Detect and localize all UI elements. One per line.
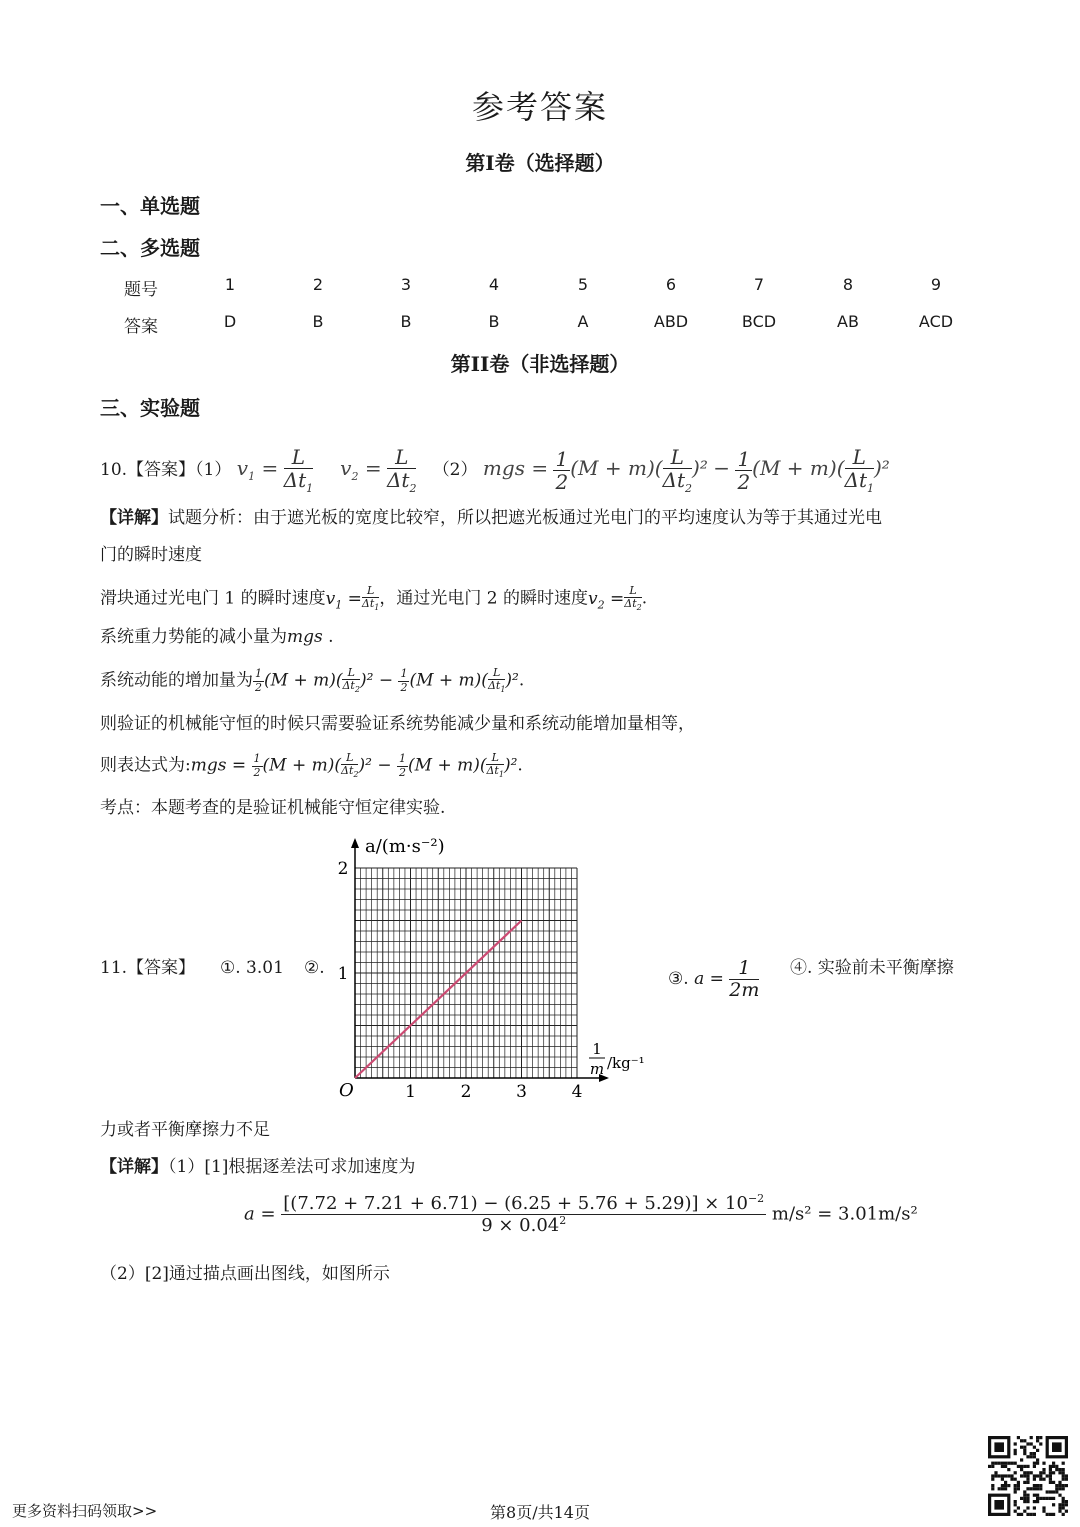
- volume-2-heading: 第II卷（非选择题）: [450, 352, 630, 376]
- answer-number-row: 题号 1 2 3 4 5 6 7 8 9: [124, 275, 942, 300]
- y-tick-label-2: 2: [337, 859, 349, 879]
- x-tick-label-4: 4: [571, 1082, 583, 1102]
- q11-detail-line1: 【详解】（1）[1]根据逐差法可求加速度为: [100, 1157, 416, 1177]
- q11-answer-4: ④. 实验前未平衡摩擦: [790, 958, 954, 978]
- x-tick-label-2: 2: [460, 1082, 472, 1102]
- page-number: 第8页/共14页: [490, 1503, 590, 1522]
- q11-answer-3: ③. a = $\frac{1}{2m}$: [668, 957, 760, 1001]
- acceleration-vs-inverse-mass-chart: [325, 832, 665, 1112]
- x-axis-label-unit: /kg⁻¹: [607, 1054, 645, 1072]
- x-axis-label-numerator: 1: [592, 1040, 602, 1058]
- row-label-number: 题号: [124, 280, 158, 300]
- q11-answer-continuation: 力或者平衡摩擦力不足: [100, 1120, 270, 1140]
- q10-detail-line2: 门的瞬时速度: [100, 545, 202, 565]
- q10-detail-line4: 系统重力势能的减小量为mgs .: [100, 627, 334, 647]
- section-experiment: 三、实验题: [100, 396, 200, 420]
- q11-answer-2: ②.: [304, 958, 325, 978]
- q11-detail-line2: （2）[2]通过描点画出图线，如图所示: [100, 1264, 390, 1284]
- q10-detail-line7: 则表达式为:mgs = $\frac{1}{2}$ (M + m)( $\frac{L}{\Delta t_2}$ )² − $\frac{1}{2}$ (M + m)( $\frac{L}{\Delta t_1}$ )².: [100, 751, 523, 780]
- q10-detail-line3: 滑块通过光电门 1 的瞬时速度$v_1$ = $\frac{L}{\Delta t_1}$ ，通过光电门 2 的瞬时速度$v_2$ = $\frac{L}{\Delta t_2}$ .: [100, 584, 648, 613]
- footer-promo-text[interactable]: 更多资料扫码领取>>: [12, 1502, 158, 1520]
- y-axis-arrow: [351, 838, 359, 848]
- q10-answer-line: 10.【答案】（1） $v_1$ = $\frac{L}{\Delta t_1}$ $v_2$ = $\frac{L}{\Delta t_2}$ （2） mgs = $\frac{1}{2}$ (M + m)( $\frac{L}{\Delta t_2}$ )² − $\frac{1}{2}$ (M + m)( $\frac{L}{\Delta t_1}$ )²: [100, 445, 890, 495]
- x-tick-label-3: 3: [516, 1082, 527, 1102]
- x-tick-label-1: 1: [405, 1082, 416, 1102]
- answer-value-row: 答案 D B B B A ABD BCD AB ACD: [124, 312, 954, 337]
- origin-label: O: [339, 1080, 354, 1101]
- v1-symbol: v: [236, 456, 249, 481]
- volume-1-heading: 第I卷（选择题）: [465, 151, 615, 175]
- page-title: 参考答案: [471, 88, 608, 126]
- row-label-answer: 答案: [124, 317, 158, 337]
- q10-answer-label: 10.【答案】: [100, 460, 196, 481]
- q10-part2-label: （2）: [432, 460, 478, 481]
- y-axis-label: a/(m·s⁻²): [365, 836, 445, 857]
- v2-symbol: v: [340, 456, 352, 481]
- q11-acceleration-formula: a = $\frac{[(7.72 + 7.21 + 6.71) - (6.25 + 5.76 + 5.29)] \times 10^{-2}}{9 \times 0.04^2}$ m/s² = 3.01m/s²: [244, 1192, 918, 1236]
- section-multi-choice: 二、多选题: [100, 236, 200, 260]
- q11-answer-1: ①. 3.01: [220, 958, 284, 978]
- v2-fraction: $\frac{L}{\Delta t_2}$: [386, 445, 417, 495]
- y-tick-label-1: 1: [337, 964, 349, 984]
- q10-detail-line1: 【详解】试题分析：由于遮光板的宽度比较窄，所以把遮光板通过光电门的平均速度认为等于其通过光电: [100, 508, 882, 528]
- section-single-choice: 一、单选题: [100, 194, 200, 218]
- q10-detail-line6: 则验证的机械能守恒的时候只需要验证系统势能减少量和系统动能增加量相等，: [100, 714, 695, 734]
- v1-fraction: $\frac{L}{\Delta t_1}$: [283, 445, 314, 495]
- x-axis-label-denominator: m: [589, 1060, 605, 1078]
- q11-answer-label: 11.【答案】: [100, 958, 196, 978]
- q10-detail-line5: 系统动能的增加量为 $\frac{1}{2}$ (M + m)( $\frac{L}{\Delta t_2}$ )² − $\frac{1}{2}$ (M + m)( $\frac{L}{\Delta t_1}$ )².: [100, 666, 525, 695]
- q10-detail-line8: 考点：本题考查的是验证机械能守恒定律实验.: [100, 798, 446, 818]
- q10-part1-label: （1）: [195, 460, 232, 481]
